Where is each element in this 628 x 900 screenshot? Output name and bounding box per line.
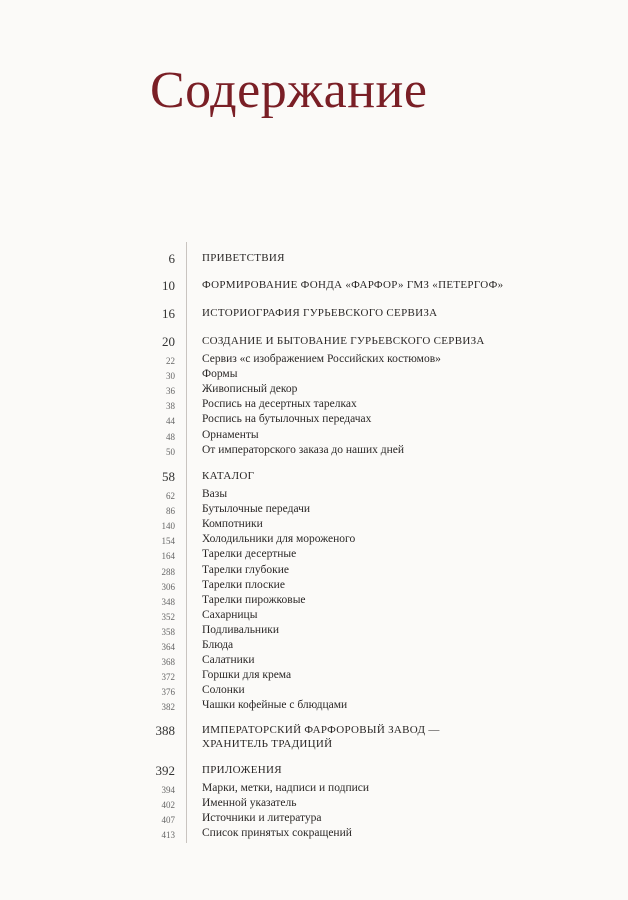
toc-subsection-row[interactable] bbox=[0, 625, 628, 640]
toc-subsection-row[interactable] bbox=[0, 700, 628, 715]
toc-entry-title: Формы bbox=[202, 368, 238, 381]
toc-entry-title: Список принятых сокращений bbox=[202, 827, 352, 840]
toc-page-number: 10 bbox=[162, 278, 175, 293]
page-title: Содержание bbox=[150, 62, 428, 119]
toc-page-number: 30 bbox=[166, 371, 175, 382]
toc-page-number: 348 bbox=[161, 596, 175, 607]
toc-subsection-row[interactable] bbox=[0, 534, 628, 549]
toc-entry-title: Живописный декор bbox=[202, 383, 298, 396]
toc-page-number: 352 bbox=[161, 611, 175, 622]
toc-subsection-row[interactable] bbox=[0, 813, 628, 828]
toc-subsection-row[interactable] bbox=[0, 565, 628, 580]
toc-section-row[interactable] bbox=[0, 470, 628, 485]
toc-page-number: 140 bbox=[161, 521, 175, 532]
toc-subsection-row[interactable] bbox=[0, 610, 628, 625]
toc-entry-title: Роспись на десертных тарелках bbox=[202, 398, 357, 411]
toc-entry-title: Источники и литература bbox=[202, 812, 322, 825]
toc-page-number: 154 bbox=[161, 536, 175, 547]
toc-entry-title: Роспись на бутылочных передачах bbox=[202, 413, 372, 426]
toc-entry-title: Вазы bbox=[202, 488, 228, 500]
toc-page-number: 58 bbox=[162, 469, 175, 484]
toc-page-number: 288 bbox=[161, 566, 175, 577]
toc-entry-title: Бутылочные передачи bbox=[202, 503, 311, 516]
toc-entry-title: Тарелки десертные bbox=[202, 548, 297, 561]
toc-entry-title: Тарелки пирожковые bbox=[202, 593, 306, 606]
toc-entry-title: Салатники bbox=[202, 654, 255, 667]
toc-subsection-row[interactable] bbox=[0, 414, 628, 429]
toc-page-number: 382 bbox=[161, 702, 175, 713]
toc-subsection-row[interactable] bbox=[0, 828, 628, 843]
toc-page-number: 413 bbox=[161, 830, 175, 841]
toc-subsection-row[interactable] bbox=[0, 489, 628, 504]
toc-page-number: 50 bbox=[166, 446, 175, 457]
toc-page-number: 394 bbox=[161, 785, 175, 795]
toc-entry-title: От императорского заказа до наших дней bbox=[202, 443, 405, 456]
toc-page-number: 376 bbox=[161, 687, 175, 698]
toc-entry-title: Именной указатель bbox=[202, 797, 297, 810]
toc-entry-title: КАТАЛОГ bbox=[202, 470, 255, 482]
toc-page-number: 306 bbox=[161, 581, 175, 592]
toc-entry-title: ФОРМИРОВАНИЕ ФОНДА «ФАРФОР» ГМЗ «ПЕТЕРГОФ» bbox=[202, 279, 504, 291]
toc-page-number: 402 bbox=[161, 800, 175, 811]
toc-section-row[interactable] bbox=[0, 738, 628, 753]
toc-entry-title: Блюда bbox=[202, 639, 234, 651]
toc-subsection-row[interactable] bbox=[0, 783, 628, 798]
toc-section-row[interactable] bbox=[0, 252, 628, 267]
toc-entry-title: Подливальники bbox=[202, 623, 279, 636]
toc-section-row[interactable] bbox=[0, 279, 628, 294]
toc-page-number: 22 bbox=[166, 356, 175, 366]
toc-subsection-row[interactable] bbox=[0, 640, 628, 655]
toc-page-number: 164 bbox=[161, 551, 175, 562]
toc-page-number: 372 bbox=[161, 672, 175, 683]
toc-entry-title: Горшки для крема bbox=[202, 669, 292, 682]
toc-entry-title: Компотники bbox=[202, 518, 263, 531]
toc-entry-title: Солонки bbox=[202, 684, 245, 697]
toc-subsection-row[interactable] bbox=[0, 504, 628, 519]
toc-page-number: 38 bbox=[166, 401, 175, 412]
toc-entry-title: Чашки кофейные с блюдцами bbox=[202, 699, 348, 712]
toc-subsection-row[interactable] bbox=[0, 549, 628, 564]
toc-entry-title: Сахарницы bbox=[202, 608, 258, 621]
toc-subsection-row[interactable] bbox=[0, 670, 628, 685]
toc-entry-title: ПРИВЕТСТВИЯ bbox=[202, 252, 285, 264]
toc-subsection-row[interactable] bbox=[0, 384, 628, 399]
toc-page-number: 44 bbox=[166, 416, 175, 427]
toc-section-row[interactable] bbox=[0, 724, 628, 739]
toc-page-number: 407 bbox=[161, 815, 175, 826]
toc-page-number: 36 bbox=[166, 386, 175, 397]
toc-page-number: 392 bbox=[155, 763, 175, 778]
toc-page-number: 16 bbox=[162, 306, 175, 321]
toc-section-row[interactable] bbox=[0, 764, 628, 779]
toc-entry-title: Холодильники для мороженого bbox=[202, 533, 356, 546]
toc-entry-title: ИМПЕРАТОРСКИЙ ФАРФОРОВЫЙ ЗАВОД — bbox=[202, 724, 440, 736]
toc-subsection-row[interactable] bbox=[0, 655, 628, 670]
toc-page-number: 20 bbox=[162, 334, 175, 349]
toc-entry-title: Орнаменты bbox=[202, 428, 259, 441]
toc-subsection-row[interactable] bbox=[0, 445, 628, 460]
toc-page-number: 86 bbox=[166, 506, 175, 517]
toc-page-number: 48 bbox=[166, 431, 175, 442]
toc-page-number: 358 bbox=[161, 626, 175, 637]
toc-page-number: 368 bbox=[161, 657, 175, 668]
toc-entry-title: СОЗДАНИЕ И БЫТОВАНИЕ ГУРЬЕВСКОГО СЕРВИЗА bbox=[202, 335, 485, 347]
toc-subsection-row[interactable] bbox=[0, 519, 628, 534]
toc-page-number: 62 bbox=[166, 491, 175, 501]
toc-entry-title: Тарелки плоские bbox=[202, 578, 285, 591]
toc-subsection-row[interactable] bbox=[0, 595, 628, 610]
toc-subsection-row[interactable] bbox=[0, 798, 628, 813]
toc-subsection-row[interactable] bbox=[0, 685, 628, 700]
toc-subsection-row[interactable] bbox=[0, 399, 628, 414]
toc-section-row[interactable] bbox=[0, 307, 628, 322]
toc-entry-title: Тарелки глубокие bbox=[202, 563, 289, 576]
toc-subsection-row[interactable] bbox=[0, 369, 628, 384]
toc-page-number: 6 bbox=[168, 251, 175, 266]
toc-page-number: 388 bbox=[155, 723, 175, 738]
toc-subsection-row[interactable] bbox=[0, 430, 628, 445]
toc-subsection-row[interactable] bbox=[0, 580, 628, 595]
toc-subsection-row[interactable] bbox=[0, 354, 628, 369]
toc-section-row[interactable] bbox=[0, 335, 628, 350]
toc-entry-title: ХРАНИТЕЛЬ ТРАДИЦИЙ bbox=[202, 738, 333, 750]
toc-entry-title: ПРИЛОЖЕНИЯ bbox=[202, 764, 282, 776]
toc-entry-title: ИСТОРИОГРАФИЯ ГУРЬЕВСКОГО СЕРВИЗА bbox=[202, 307, 438, 319]
toc-entry-title: Марки, метки, надписи и подписи bbox=[202, 782, 370, 794]
toc-page-number: 364 bbox=[161, 642, 175, 652]
toc-entry-title: Сервиз «с изображением Российских костюмов» bbox=[202, 353, 441, 365]
